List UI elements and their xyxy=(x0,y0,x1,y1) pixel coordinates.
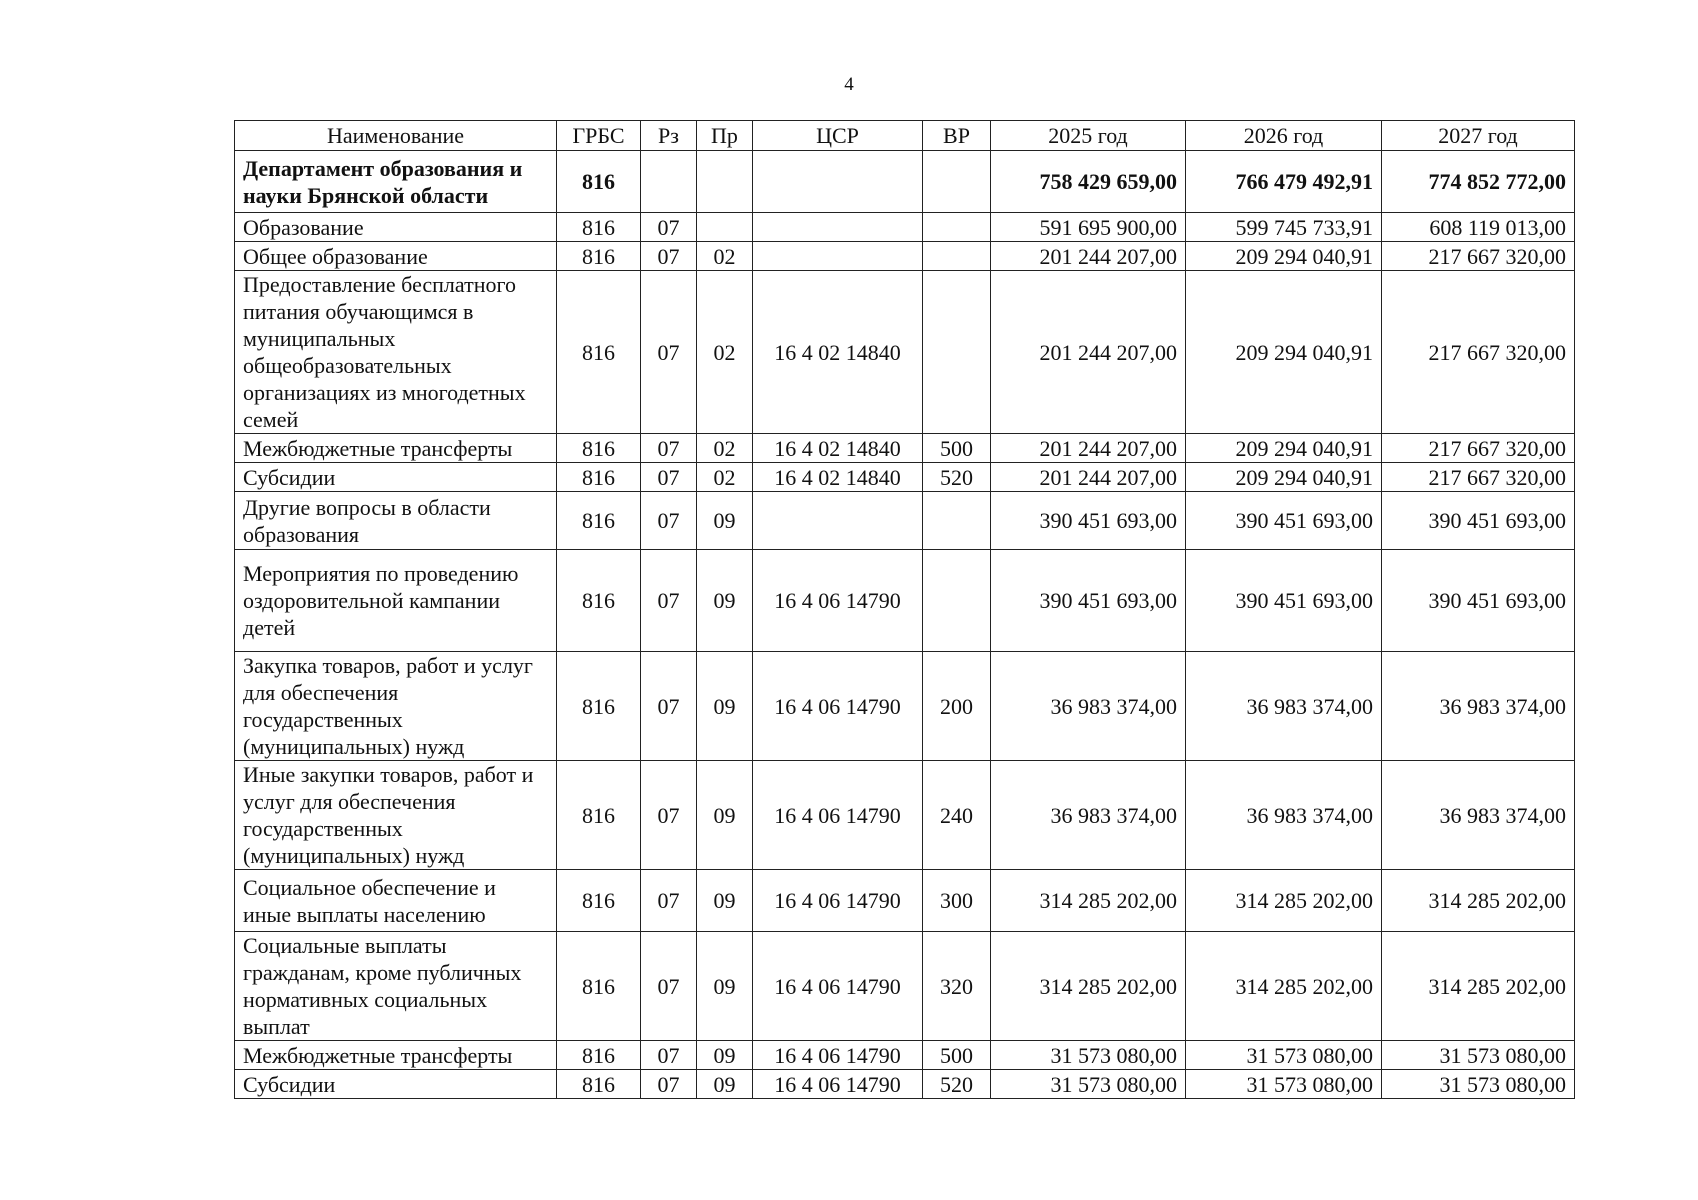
cell-grbs: 816 xyxy=(557,213,641,242)
cell-2025: 591 695 900,00 xyxy=(991,213,1186,242)
cell-pr: 09 xyxy=(697,932,753,1041)
cell-2027: 217 667 320,00 xyxy=(1382,434,1575,463)
cell-2025: 36 983 374,00 xyxy=(991,652,1186,761)
cell-2025: 201 244 207,00 xyxy=(991,271,1186,434)
cell-2026: 209 294 040,91 xyxy=(1186,434,1382,463)
table-row xyxy=(235,242,1575,271)
cell-csr: 16 4 02 14840 xyxy=(753,463,923,492)
cell-2027: 31 573 080,00 xyxy=(1382,1070,1575,1099)
cell-csr: 16 4 06 14790 xyxy=(753,550,923,652)
cell-vr xyxy=(923,492,991,550)
cell-name: Предоставление бесплатного питания обучающимся в муниципальных общеобразовательных организациях из многодетных семей xyxy=(235,271,557,434)
header-2027: 2027 год xyxy=(1382,121,1575,151)
cell-2025: 31 573 080,00 xyxy=(991,1041,1186,1070)
cell-vr: 520 xyxy=(923,1070,991,1099)
cell-2027: 217 667 320,00 xyxy=(1382,463,1575,492)
cell-2027: 774 852 772,00 xyxy=(1382,151,1575,213)
cell-rz: 07 xyxy=(641,761,697,870)
table-row xyxy=(235,1070,1575,1099)
cell-name: Департамент образования и науки Брянской области xyxy=(235,151,557,213)
table-row xyxy=(235,492,1575,550)
cell-pr xyxy=(697,151,753,213)
cell-rz: 07 xyxy=(641,242,697,271)
cell-grbs: 816 xyxy=(557,870,641,932)
cell-pr xyxy=(697,213,753,242)
cell-name: Межбюджетные трансферты xyxy=(235,1041,557,1070)
cell-pr: 02 xyxy=(697,242,753,271)
cell-grbs: 816 xyxy=(557,652,641,761)
cell-rz: 07 xyxy=(641,213,697,242)
cell-csr: 16 4 06 14790 xyxy=(753,932,923,1041)
header-rz: Рз xyxy=(641,121,697,151)
cell-rz: 07 xyxy=(641,652,697,761)
cell-pr: 02 xyxy=(697,271,753,434)
cell-pr: 09 xyxy=(697,492,753,550)
cell-pr: 02 xyxy=(697,434,753,463)
cell-2027: 608 119 013,00 xyxy=(1382,213,1575,242)
table-row xyxy=(235,213,1575,242)
cell-pr: 09 xyxy=(697,761,753,870)
cell-2025: 314 285 202,00 xyxy=(991,932,1186,1041)
cell-vr xyxy=(923,550,991,652)
cell-csr: 16 4 06 14790 xyxy=(753,1070,923,1099)
cell-name: Субсидии xyxy=(235,463,557,492)
header-csr: ЦСР xyxy=(753,121,923,151)
cell-2026: 31 573 080,00 xyxy=(1186,1041,1382,1070)
table-row xyxy=(235,271,1575,434)
table-row xyxy=(235,761,1575,870)
cell-2026: 314 285 202,00 xyxy=(1186,932,1382,1041)
cell-2025: 314 285 202,00 xyxy=(991,870,1186,932)
cell-rz: 07 xyxy=(641,1070,697,1099)
cell-rz: 07 xyxy=(641,271,697,434)
cell-rz xyxy=(641,151,697,213)
cell-name: Общее образование xyxy=(235,242,557,271)
page-number: 4 xyxy=(844,74,854,95)
cell-2027: 390 451 693,00 xyxy=(1382,492,1575,550)
cell-name: Социальные выплаты гражданам, кроме публичных нормативных социальных выплат xyxy=(235,932,557,1041)
cell-2026: 390 451 693,00 xyxy=(1186,492,1382,550)
cell-2026: 314 285 202,00 xyxy=(1186,870,1382,932)
cell-grbs: 816 xyxy=(557,434,641,463)
cell-grbs: 816 xyxy=(557,932,641,1041)
cell-pr: 09 xyxy=(697,652,753,761)
cell-vr xyxy=(923,242,991,271)
cell-rz: 07 xyxy=(641,463,697,492)
cell-csr xyxy=(753,242,923,271)
cell-vr: 200 xyxy=(923,652,991,761)
cell-2027: 314 285 202,00 xyxy=(1382,932,1575,1041)
cell-csr: 16 4 06 14790 xyxy=(753,870,923,932)
table-row xyxy=(235,151,1575,213)
cell-name: Иные закупки товаров, работ и услуг для обеспечения государственных (муниципальных) нужд xyxy=(235,761,557,870)
cell-2027: 390 451 693,00 xyxy=(1382,550,1575,652)
cell-2025: 36 983 374,00 xyxy=(991,761,1186,870)
cell-vr xyxy=(923,151,991,213)
cell-2026: 766 479 492,91 xyxy=(1186,151,1382,213)
table-row xyxy=(235,434,1575,463)
cell-vr xyxy=(923,213,991,242)
table-row xyxy=(235,463,1575,492)
cell-name: Субсидии xyxy=(235,1070,557,1099)
cell-rz: 07 xyxy=(641,932,697,1041)
cell-pr: 02 xyxy=(697,463,753,492)
cell-vr: 240 xyxy=(923,761,991,870)
cell-name: Закупка товаров, работ и услуг для обеспечения государственных (муниципальных) нужд xyxy=(235,652,557,761)
cell-2025: 758 429 659,00 xyxy=(991,151,1186,213)
header-2026: 2026 год xyxy=(1186,121,1382,151)
cell-csr: 16 4 06 14790 xyxy=(753,761,923,870)
cell-2025: 31 573 080,00 xyxy=(991,1070,1186,1099)
cell-name: Образование xyxy=(235,213,557,242)
table-row xyxy=(235,652,1575,761)
cell-rz: 07 xyxy=(641,434,697,463)
header-grbs: ГРБС xyxy=(557,121,641,151)
cell-vr: 500 xyxy=(923,434,991,463)
cell-grbs: 816 xyxy=(557,550,641,652)
cell-grbs: 816 xyxy=(557,761,641,870)
cell-vr: 320 xyxy=(923,932,991,1041)
cell-pr: 09 xyxy=(697,1070,753,1099)
cell-grbs: 816 xyxy=(557,242,641,271)
header-pr: Пр xyxy=(697,121,753,151)
cell-rz: 07 xyxy=(641,492,697,550)
cell-2026: 36 983 374,00 xyxy=(1186,652,1382,761)
cell-2026: 209 294 040,91 xyxy=(1186,463,1382,492)
cell-2027: 31 573 080,00 xyxy=(1382,1041,1575,1070)
cell-rz: 07 xyxy=(641,1041,697,1070)
cell-csr: 16 4 06 14790 xyxy=(753,1041,923,1070)
cell-2025: 201 244 207,00 xyxy=(991,242,1186,271)
cell-csr xyxy=(753,492,923,550)
cell-2025: 201 244 207,00 xyxy=(991,463,1186,492)
table-row xyxy=(235,550,1575,652)
cell-2027: 314 285 202,00 xyxy=(1382,870,1575,932)
cell-vr: 500 xyxy=(923,1041,991,1070)
cell-name: Социальное обеспечение и иные выплаты населению xyxy=(235,870,557,932)
header-vr: ВР xyxy=(923,121,991,151)
cell-2025: 201 244 207,00 xyxy=(991,434,1186,463)
cell-2025: 390 451 693,00 xyxy=(991,550,1186,652)
cell-grbs: 816 xyxy=(557,463,641,492)
table-row xyxy=(235,870,1575,932)
cell-grbs: 816 xyxy=(557,492,641,550)
cell-2026: 390 451 693,00 xyxy=(1186,550,1382,652)
cell-pr: 09 xyxy=(697,550,753,652)
cell-grbs: 816 xyxy=(557,271,641,434)
cell-rz: 07 xyxy=(641,870,697,932)
cell-2026: 599 745 733,91 xyxy=(1186,213,1382,242)
table-body xyxy=(235,151,1575,1099)
cell-grbs: 816 xyxy=(557,1070,641,1099)
cell-2027: 36 983 374,00 xyxy=(1382,761,1575,870)
cell-csr: 16 4 02 14840 xyxy=(753,271,923,434)
cell-csr: 16 4 02 14840 xyxy=(753,434,923,463)
cell-grbs: 816 xyxy=(557,1041,641,1070)
cell-2027: 217 667 320,00 xyxy=(1382,271,1575,434)
table-header-row xyxy=(235,121,1575,151)
cell-2026: 209 294 040,91 xyxy=(1186,242,1382,271)
cell-2026: 31 573 080,00 xyxy=(1186,1070,1382,1099)
cell-csr: 16 4 06 14790 xyxy=(753,652,923,761)
cell-pr: 09 xyxy=(697,1041,753,1070)
cell-csr xyxy=(753,151,923,213)
cell-pr: 09 xyxy=(697,870,753,932)
header-2025: 2025 год xyxy=(991,121,1186,151)
table-row xyxy=(235,932,1575,1041)
cell-csr xyxy=(753,213,923,242)
cell-2026: 36 983 374,00 xyxy=(1186,761,1382,870)
cell-2025: 390 451 693,00 xyxy=(991,492,1186,550)
cell-name: Мероприятия по проведению оздоровительной кампании детей xyxy=(235,550,557,652)
cell-vr: 520 xyxy=(923,463,991,492)
cell-vr xyxy=(923,271,991,434)
header-name: Наименование xyxy=(235,121,557,151)
table-row xyxy=(235,1041,1575,1070)
cell-rz: 07 xyxy=(641,550,697,652)
cell-2026: 209 294 040,91 xyxy=(1186,271,1382,434)
cell-grbs: 816 xyxy=(557,151,641,213)
cell-name: Межбюджетные трансферты xyxy=(235,434,557,463)
cell-vr: 300 xyxy=(923,870,991,932)
cell-2027: 36 983 374,00 xyxy=(1382,652,1575,761)
cell-2027: 217 667 320,00 xyxy=(1382,242,1575,271)
cell-name: Другие вопросы в области образования xyxy=(235,492,557,550)
budget-table xyxy=(234,120,1575,1099)
